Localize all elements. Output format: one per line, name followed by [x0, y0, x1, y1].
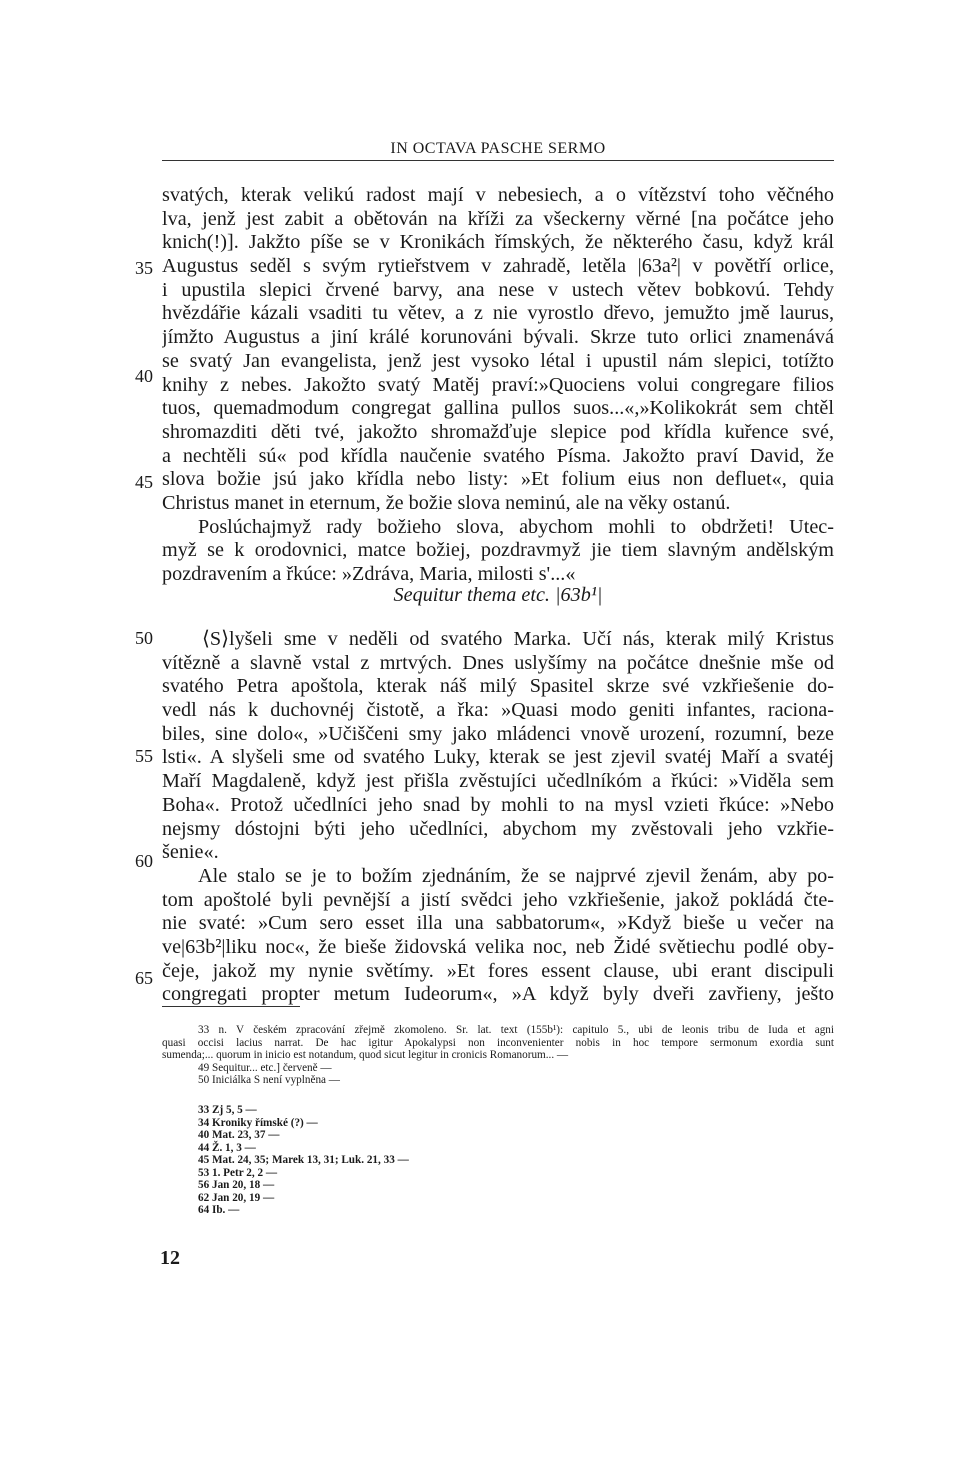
- text-line: vítězně a slavně vstal z mrtvých. Dnes uslyšímy na počátce dnešnie mše od: [162, 651, 834, 674]
- text-line: Boha«. Protož učedlníci jeho snad by mohli to na mysl vzieti řkúce: »Nebo: [162, 793, 834, 816]
- header-rule: [162, 160, 834, 161]
- text-line: nejsmy dóstojni býti jeho učedlníci, abychom my zvěstovali jeho vzkřie-: [162, 817, 834, 840]
- text-line: lsti«. A slyšeli sme od svatého Luky, kterak se jest zjevil svatéj Maří a svatéj: [162, 746, 834, 769]
- line-number: 65: [135, 968, 153, 988]
- line-number: 45: [135, 472, 153, 492]
- text-line: jímžto Augustus a jiní králé korunováni bývali. Skrze tuto orlici znamenává: [162, 326, 834, 349]
- text-line: nie svaté: »Cum sero esset illa una sabbatorum«, »Když bieše u večer na: [162, 912, 834, 935]
- footnote-line: 50 Iniciálka S není vyplněna —: [198, 1074, 340, 1087]
- text-line: šenie«.: [162, 841, 219, 864]
- reference-line: 33 Zj 5, 5 —: [198, 1104, 257, 1116]
- running-header: IN OCTAVA PASCHE SERMO: [390, 140, 606, 157]
- text-line: čeje, jakož my nynie světímy. »Et fores essent clause, ubi erant discipuli: [162, 959, 834, 982]
- text-line: Christus manet in eternum, že božie slova neminú, ale na věky ostanú.: [162, 491, 731, 514]
- text-line: a nechtěli sú« pod křídla naučenie svatého Písma. Jakožto praví David, že: [162, 444, 834, 467]
- text-line: biles, sine dolo«, »Učiščeni smy jako mládenci vnově urození, rozumní, beze: [162, 722, 834, 745]
- page-number: 12: [160, 1247, 180, 1269]
- scripture-references: [198, 1104, 409, 1217]
- text-line: ve|63b²|liku noc«, že bieše židovská velika noc, neb Židé světiechu podlé oby-: [162, 935, 834, 958]
- line-number: 60: [135, 851, 153, 871]
- text-line: Ale stalo se je to božím zjednáním, že se najprvé zjevil ženám, aby po-: [198, 864, 834, 887]
- line-number: 55: [135, 746, 153, 766]
- text-line: knihy z nebes. Jakožto svatý Matěj praví:»Quociens volui congregare filios: [162, 373, 834, 396]
- footnote-line: quasi occisi lacius narrat. De hac igitur Apokalypsi non inconvenienter nobis in hoc tempore sermonum exordia sunt: [162, 1036, 834, 1049]
- text-line: tuos, quemadmodum congregat gallina pullos suos...«,»Kolikokrát sem chtěl: [162, 397, 834, 420]
- text-line: svatých, kterak velikú radost mají v nebesiech, a o vítězství toho věčného: [162, 184, 834, 206]
- text-block-1: [162, 184, 834, 587]
- section-heading-block: [162, 584, 834, 608]
- reference-line: 53 1. Petr 2, 2 —: [198, 1166, 278, 1179]
- text-line: Maří Magdaleně, když jest přišla zvěstujíci učedlníkóm a řkúci: »Viděla sem: [162, 770, 834, 793]
- text-line: Poslúchajmyž rady božieho slova, abychom mohli to obdržeti! Utec-: [198, 515, 834, 538]
- text-line: i upustila slepici črvené barvy, ana nese v ustech větev bobkovú. Tehdy: [162, 278, 834, 301]
- line-number: 40: [135, 366, 153, 386]
- text-line: svatého Petra apoštola, kterak náš milý Spasitel skrze své vzkřiešenie do-: [162, 675, 834, 698]
- reference-line: 34 Kroniky římské (?) —: [198, 1116, 318, 1129]
- reference-line: 56 Jan 20, 18 —: [198, 1179, 275, 1191]
- text-line: vedl nás k duchovnéj čistotě, a řka: »Quasi modo geniti infantes, raciona-: [162, 699, 834, 722]
- text-line: shromazditi děti tvé, jakožto shromažďuje slepice pod křídla kuřence své,: [162, 420, 834, 443]
- text-line: slova božie jsú jako křídla nebo listy: »Et folium eius non defluet«, quia: [162, 468, 834, 491]
- reference-line: 64 Ib. —: [198, 1204, 240, 1216]
- text-line: tom apoštolé byli pevnější a jistí svědci jeho vzkřiešenie, jakož pokládá čte-: [162, 888, 834, 911]
- text-line: pozdravením a řkúce: »Zdráva, Maria, milosti s'...«: [162, 563, 576, 585]
- text-line: myž se k orodovnici, matce božiej, pozdravmyž jie tiem slavným andělským: [162, 539, 834, 562]
- text-line: ⟨S⟩lyšeli sme v neděli od svatého Marka. Učí nás, kterak milý Kristus: [202, 628, 834, 650]
- footnote-rule: [162, 1006, 300, 1007]
- text-line: lva, jenž jest zabit a obětován na kříži za všeckerny věrné [na počátce jeho: [162, 207, 834, 230]
- text-line: hvězdářie kázali vsaditi tu větev, a z nie vyrostlo dřevo, jemužto jmě laurus,: [162, 302, 834, 325]
- critical-apparatus: [162, 1024, 834, 1087]
- footnote-line: 33 n. V českém zpracování zřejmě zkomoleno. Sr. lat. text (155b¹): capitulo 5., ubi de leonis tribu de Iuda et agni: [198, 1024, 834, 1036]
- reference-line: 62 Jan 20, 19 —: [198, 1191, 275, 1204]
- reference-line: 40 Mat. 23, 37 —: [198, 1129, 280, 1141]
- line-number: 35: [135, 258, 153, 278]
- footnote-line: sumenda;... quorum in inicio est notandum, quod sicut legitur in cronicis Romanorum... —: [162, 1049, 569, 1062]
- text-line: se svatý Jan evangelista, jenž jest vysoko létal i upustil nám slepici, totížto: [162, 349, 834, 372]
- line-number: 50: [135, 628, 153, 648]
- reference-line: 44 Ž. 1, 3 —: [198, 1141, 256, 1154]
- text-line: knich(!)]. Jakžto píše se v Kronikách římských, že některého času, když král: [162, 231, 834, 254]
- text-line: Augustus seděl s svým rytieřstvem v zahradě, letěla |63a²| v povětří orlice,: [162, 255, 834, 278]
- text-block-2: [162, 628, 834, 1007]
- text-line: congregati propter metum Iudeorum«, »A když byly dveři zavřieny, ješto: [162, 983, 834, 1006]
- footnote-line: 49 Sequitur... etc.] červeně —: [198, 1061, 332, 1074]
- reference-line: 45 Mat. 24, 35; Marek 13, 31; Luk. 21, 33 —: [198, 1154, 409, 1166]
- sequitur-heading: Sequitur thema etc. |63b¹|: [393, 584, 603, 606]
